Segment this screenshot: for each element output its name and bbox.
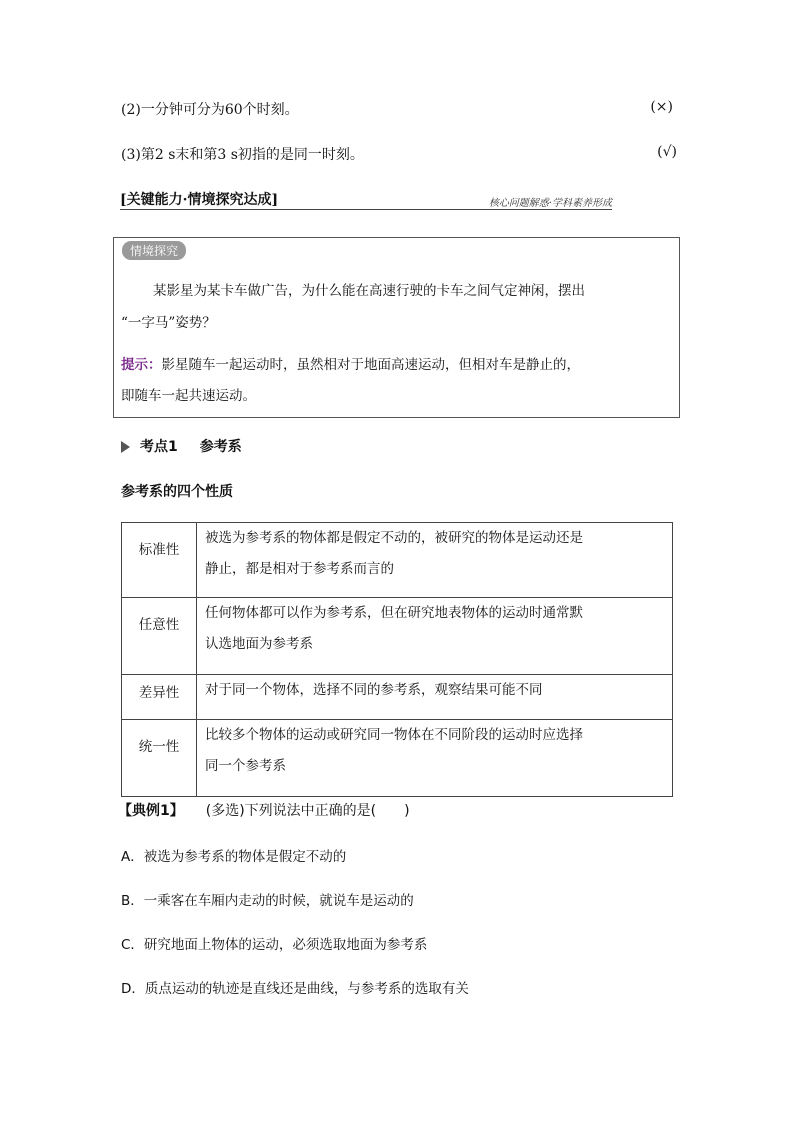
judgment-3-mark: (√)	[657, 144, 677, 160]
example-label: 【典例1】	[118, 803, 184, 819]
property-name-cell: 标准性	[122, 523, 197, 598]
table-row	[122, 720, 673, 797]
judgment-3	[121, 144, 677, 164]
section-title: [关键能力·情境探究达成]	[120, 192, 279, 208]
property-desc-cell: 任何物体都可以作为参考系，但在研究地表物体的运动时通常默 认选地面为参考系	[197, 598, 673, 675]
example-text: (多选)下列说法中正确的是( )	[205, 803, 410, 819]
property-name-cell: 差异性	[122, 675, 197, 720]
scenario-question-line1: 某影星为某卡车做广告，为什么能在高速行驶的卡车之间气定神闲，摆出	[153, 283, 585, 299]
triangle-icon	[121, 441, 130, 453]
kaodian-heading	[121, 436, 242, 456]
judgment-2-text: (2)一分钟可分为60个时刻。	[121, 102, 299, 118]
option-a: A．被选为参考系的物体是假定不动的	[121, 849, 347, 865]
option-d: D．质点运动的轨迹是直线还是曲线，与参考系的选取有关	[121, 981, 469, 997]
property-desc-cell: 对于同一个物体，选择不同的参考系，观察结果可能不同	[197, 675, 673, 720]
judgment-3-text: (3)第2 s末和第3 s初指的是同一时刻。	[121, 147, 364, 163]
table-row	[122, 523, 673, 598]
scenario-hint-line1	[121, 350, 580, 380]
property-desc-cell: 被选为参考系的物体都是假定不动的，被研究的物体是运动还是 静止，都是相对于参考系而言的	[197, 523, 673, 598]
properties-table	[121, 522, 673, 797]
option-c: C．研究地面上物体的运动，必须选取地面为参考系	[121, 937, 428, 953]
section-header	[120, 186, 612, 210]
table-title: 参考系的四个性质	[121, 484, 233, 500]
property-desc-cell: 比较多个物体的运动或研究同一物体在不同阶段的运动时应选择 同一个参考系	[197, 720, 673, 797]
kaodian-label: 考点1	[140, 439, 178, 455]
judgment-2-mark: (×)	[650, 99, 673, 115]
scenario-box	[113, 237, 680, 418]
table-row	[122, 675, 673, 720]
property-name-cell: 任意性	[122, 598, 197, 675]
kaodian-name: 参考系	[199, 439, 242, 455]
table-row	[122, 598, 673, 675]
judgment-2	[121, 99, 673, 119]
example-question	[118, 800, 410, 820]
section-subtitle: 核心问题解惑·学科素养形成	[488, 198, 612, 209]
scenario-question-line2: “一字马”姿势？	[121, 315, 216, 331]
scenario-tag: 情境探究	[122, 241, 186, 260]
option-b: B．一乘客在车厢内走动的时候，就说车是运动的	[121, 893, 414, 909]
property-name-cell: 统一性	[122, 720, 197, 797]
section-divider	[120, 209, 612, 210]
hint-label: 提示：	[121, 357, 162, 373]
scenario-hint-line2: 即随车一起共速运动。	[121, 388, 256, 404]
hint-text: 影星随车一起运动时，虽然相对于地面高速运动，但相对车是静止的，	[161, 357, 580, 373]
